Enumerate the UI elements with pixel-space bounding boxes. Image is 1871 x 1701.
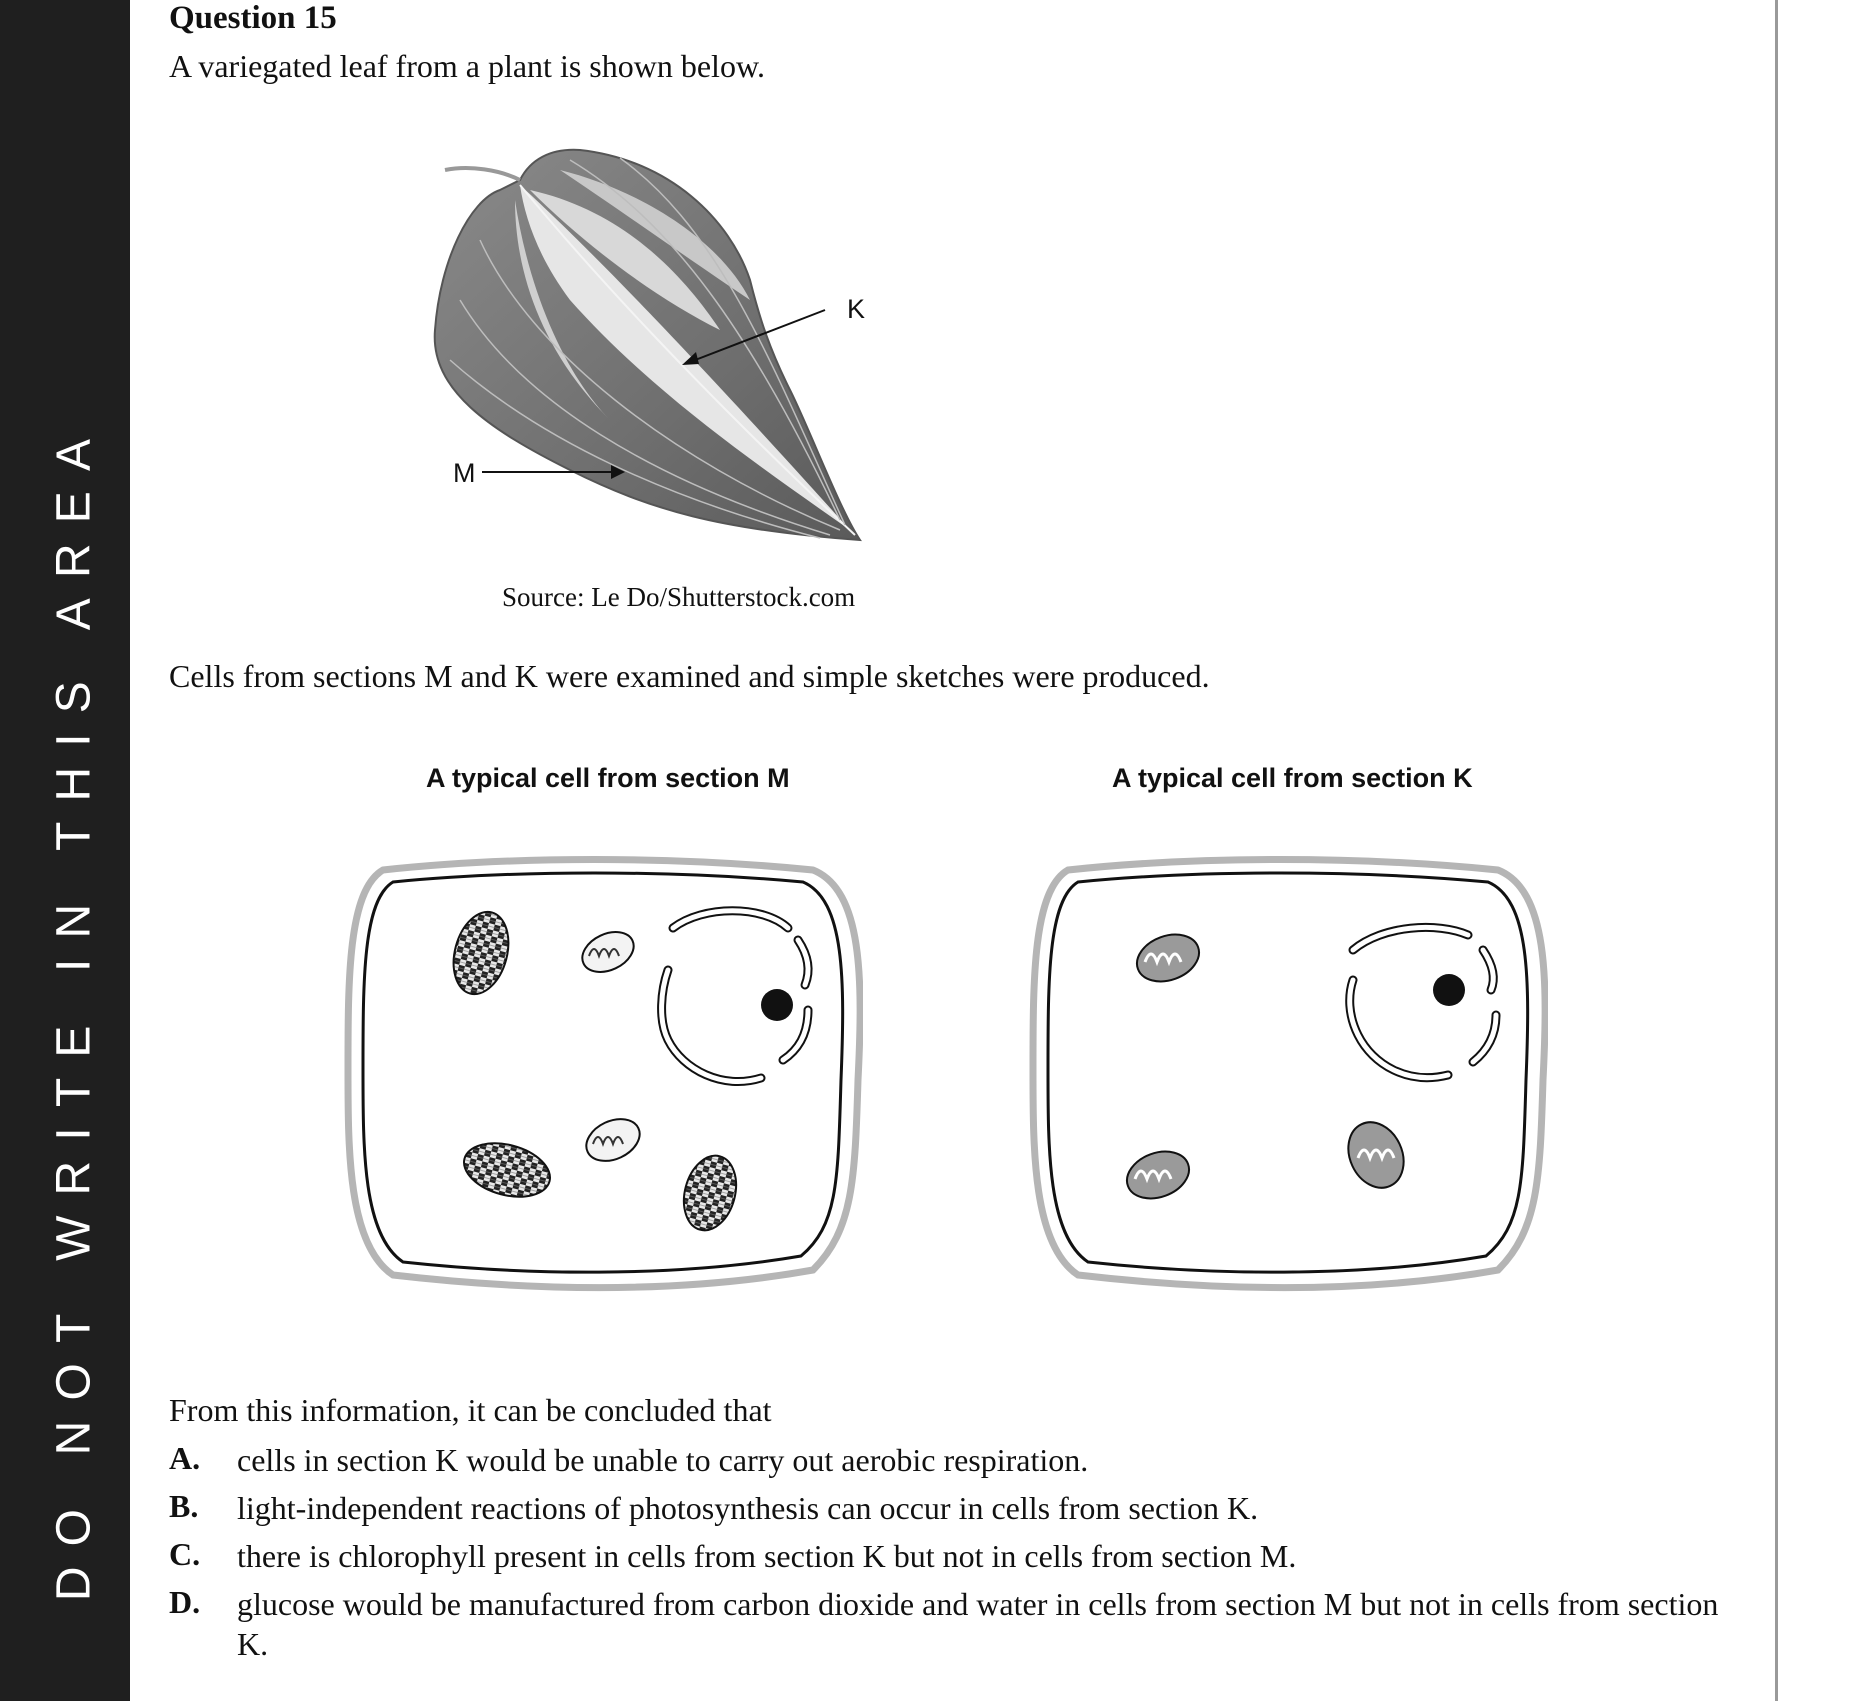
right-margin-rule <box>1775 0 1778 1701</box>
cells-intro: Cells from sections M and K were examined and simple sketches were produced. <box>169 658 1210 694</box>
label-k: K <box>847 294 866 324</box>
variegated-leaf-figure <box>420 130 890 570</box>
cell-m-title: A typical cell from section M <box>426 763 790 793</box>
option-text: glucose would be manufactured from carbon dioxide and water in cells from section M but not in cells from section K. <box>237 1586 1719 1662</box>
nucleolus <box>1433 974 1465 1006</box>
cell-m-diagram <box>343 850 863 1300</box>
option-text: light-independent reactions of photosynthesis can occur in cells from section K. <box>237 1490 1259 1526</box>
conclusion-stem: From this information, it can be concluded that <box>169 1392 772 1428</box>
label-m: M <box>453 458 476 488</box>
option-letter: C. <box>169 1536 201 1572</box>
option-letter: D. <box>169 1584 201 1620</box>
leaf-image <box>435 150 860 540</box>
nucleolus <box>761 989 793 1021</box>
option-text: there is chlorophyll present in cells from section K but not in cells from section M. <box>237 1538 1297 1574</box>
cell-k-diagram <box>1028 850 1548 1300</box>
option-text: cells in section K would be unable to carry out aerobic respiration. <box>237 1442 1089 1478</box>
cell-k-title: A typical cell from section K <box>1112 763 1473 793</box>
do-not-write-label: DO NOT WRITE IN THIS AREA <box>47 418 101 1602</box>
question-intro: A variegated leaf from a plant is shown below. <box>169 48 765 84</box>
image-source-caption: Source: Le Do/Shutterstock.com <box>502 582 856 612</box>
option-letter: B. <box>169 1488 199 1524</box>
cell-membrane <box>363 873 843 1272</box>
option-letter: A. <box>169 1440 201 1476</box>
margin-bar <box>0 0 130 1701</box>
question-title: Question 15 <box>169 0 337 36</box>
